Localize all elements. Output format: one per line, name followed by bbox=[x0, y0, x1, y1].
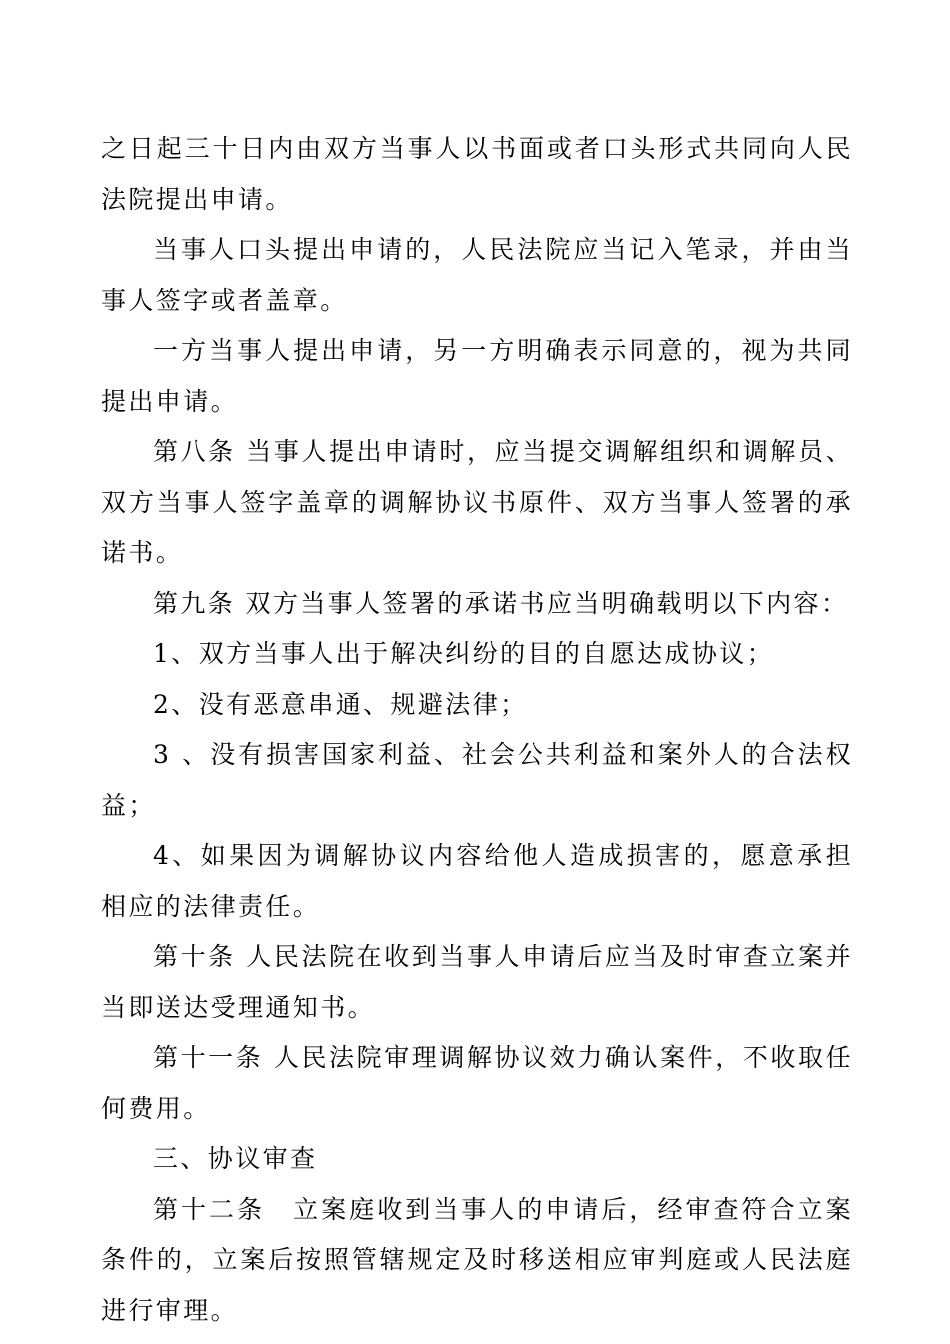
paragraph-1: 之日起三十日内由双方当事人以书面或者口头形式共同向人民法院提出申请。 bbox=[101, 134, 853, 214]
paragraph-3: 一方当事人提出申请，另一方明确表示同意的，视为共同提出申请。 bbox=[101, 336, 853, 416]
list-item-2: 2、没有恶意串通、规避法律； bbox=[153, 689, 528, 719]
list-item-3: 3 、没有损害国家利益、社会公共利益和案外人的合法权益； bbox=[101, 740, 853, 820]
list-item-1: 1、双方当事人出于解决纠纷的目的自愿达成协议； bbox=[153, 639, 775, 668]
article-8: 第八条 当事人提出申请时，应当提交调解组织和调解员、双方当事人签字盖章的调解协议书原件、双方当事人签署的承诺书。 bbox=[101, 437, 853, 567]
article-9: 第九条 双方当事人签署的承诺书应当明确载明以下内容： bbox=[153, 588, 849, 618]
article-11: 第十一条 人民法院审理调解协议效力确认案件，不收取任何费用。 bbox=[101, 1043, 853, 1123]
article-10: 第十条 人民法院在收到当事人申请后应当及时审查立案并当即送达受理通知书。 bbox=[101, 942, 853, 1022]
document-page bbox=[101, 124, 853, 1336]
paragraph-2: 当事人口头提出申请的，人民法院应当记入笔录，并由当事人签字或者盖章。 bbox=[101, 235, 853, 315]
list-item-4: 4、如果因为调解协议内容给他人造成损害的，愿意承担相应的法律责任。 bbox=[101, 841, 853, 921]
section-heading-3: 三、协议审查 bbox=[153, 1144, 318, 1173]
article-12: 第十二条 立案庭收到当事人的申请后，经审查符合立案条件的，立案后按照管辖规定及时移送相应审判庭或人民法庭进行审理。 bbox=[101, 1194, 853, 1325]
